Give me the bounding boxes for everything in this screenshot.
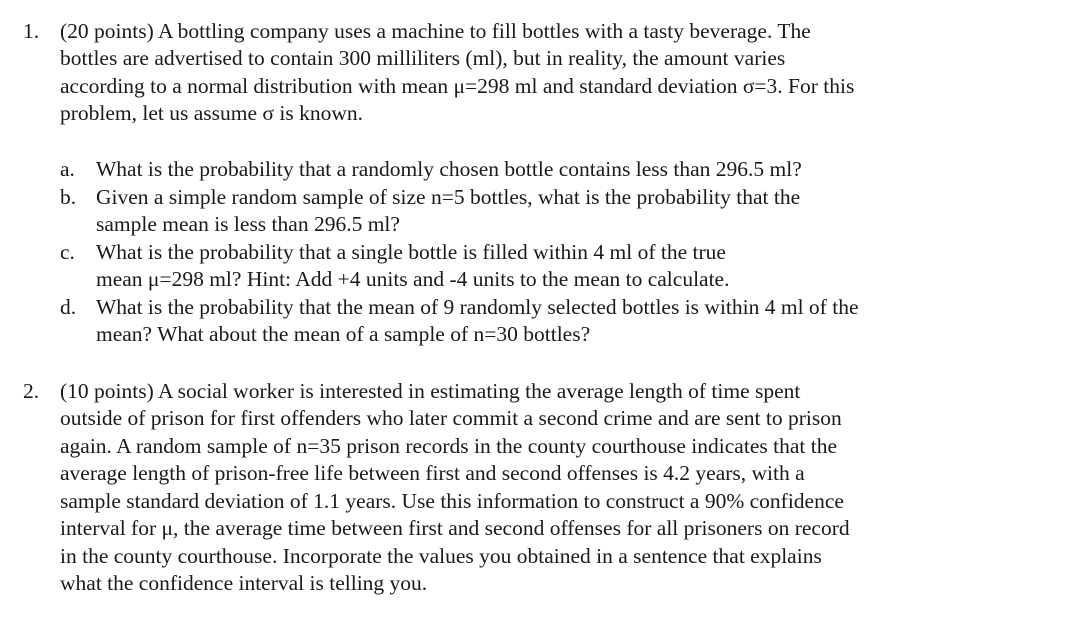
problem-2-line-3: again. A random sample of n=35 prison records in the county courthouse indicates that the <box>60 434 837 458</box>
part-c-label: c. <box>60 240 75 264</box>
problem-1-line-4: problem, let us assume σ is known. <box>60 101 364 125</box>
problem-2-line-8: what the confidence interval is telling you. <box>60 571 428 595</box>
part-b-line-2: sample mean is less than 296.5 ml? <box>96 212 400 236</box>
problem-2-line-1: (10 points) A social worker is interested in estimating the average length of time spent <box>60 379 801 403</box>
problem-2-line-7: in the county courthouse. Incorporate the values you obtained in a sentence that explains <box>60 544 822 568</box>
problem-1-line-2: bottles are advertised to contain 300 milliliters (ml), but in reality, the amount varies <box>60 46 786 70</box>
part-d-line-1: What is the probability that the mean of 9 randomly selected bottles is within 4 ml of the <box>96 295 859 319</box>
problem-2-number: 2. <box>23 379 40 403</box>
problem-2-line-5: sample standard deviation of 1.1 years. Use this information to construct a 90% confidence <box>60 489 844 513</box>
part-d-label: d. <box>60 295 77 319</box>
problem-1-line-3: according to a normal distribution with mean μ=298 ml and standard deviation σ=3. For this <box>60 74 855 98</box>
part-d-line-2: mean? What about the mean of a sample of n=30 bottles? <box>96 322 591 346</box>
problem-2-line-6: interval for μ, the average time between first and second offenses for all prisoners on record <box>60 516 850 540</box>
part-a-label: a. <box>60 157 75 181</box>
part-c-line-1: What is the probability that a single bottle is filled within 4 ml of the true <box>96 240 726 264</box>
part-b-line-1: Given a simple random sample of size n=5 bottles, what is the probability that the <box>96 185 801 209</box>
problem-2-line-4: average length of prison-free life between first and second offenses is 4.2 years, with a <box>60 461 805 485</box>
problem-1-line-1: (20 points) A bottling company uses a machine to fill bottles with a tasty beverage. The <box>60 19 811 43</box>
problem-1-number: 1. <box>23 19 40 43</box>
part-a-line-1: What is the probability that a randomly chosen bottle contains less than 296.5 ml? <box>96 157 802 181</box>
problem-2-line-2: outside of prison for first offenders who later commit a second crime and are sent to prison <box>60 406 842 430</box>
part-b-label: b. <box>60 185 77 209</box>
part-c-line-2: mean μ=298 ml? Hint: Add +4 units and -4 units to the mean to calculate. <box>96 267 730 291</box>
